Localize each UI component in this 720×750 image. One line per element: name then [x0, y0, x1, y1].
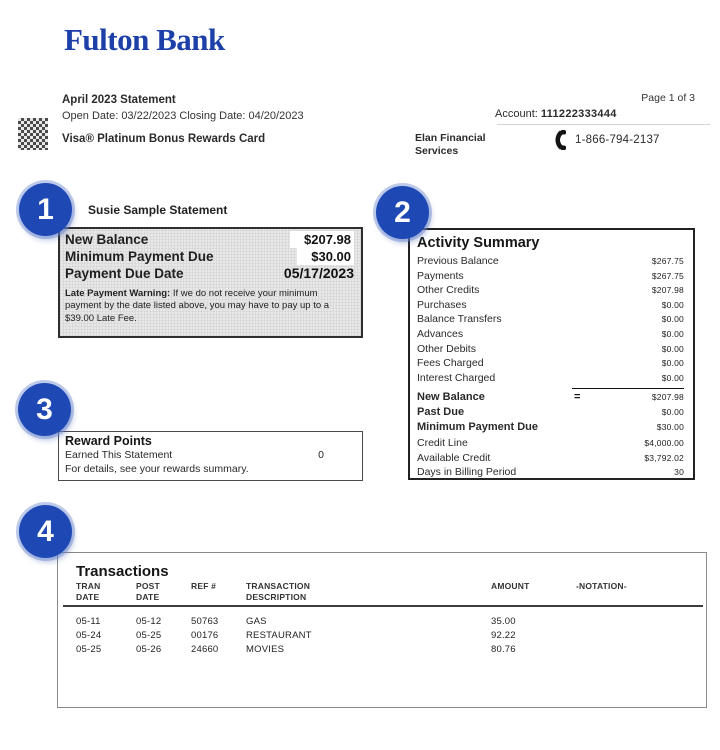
- cell-ref: 50763: [191, 616, 219, 627]
- new-balance-row: [65, 231, 354, 248]
- due-date-label: Payment Due Date: [65, 266, 184, 281]
- callout-3: 3: [18, 383, 71, 436]
- sample-statement-label: Susie Sample Statement: [88, 203, 228, 217]
- account-label: Account:: [495, 108, 538, 120]
- cell-description: RESTAURANT: [246, 630, 312, 641]
- col-header-notation: [576, 581, 627, 592]
- row-label: Other Debits: [417, 342, 476, 355]
- row-label: Interest Charged: [417, 371, 496, 384]
- row-label: Past Due: [417, 405, 465, 418]
- header-line: DATE: [76, 592, 100, 602]
- col-header-tran-date: [76, 581, 100, 603]
- cell-tran-date: 05-11: [76, 616, 101, 627]
- row-value: $207.98: [651, 392, 684, 403]
- rewards-note: For details, see your rewards summary.: [65, 462, 249, 475]
- earned-row: [65, 449, 354, 463]
- cell-description: MOVIES: [246, 644, 285, 655]
- header-line: DATE: [136, 592, 160, 602]
- new-balance-summary-row: [417, 390, 684, 405]
- card-name: Visa® Platinum Bonus Rewards Card: [62, 133, 266, 145]
- row-label: Minimum Payment Due: [417, 420, 539, 433]
- row-value: $0.00: [661, 328, 684, 339]
- callout-1: 1: [19, 183, 72, 236]
- phone-icon: [552, 130, 566, 150]
- row-value: $0.00: [661, 314, 684, 325]
- cell-tran-date: 05-25: [76, 644, 102, 655]
- cell-amount: 35.00: [491, 616, 516, 627]
- credit-line-row: [417, 436, 684, 451]
- activity-row: [417, 342, 684, 357]
- issuer-line2: Services: [415, 145, 459, 158]
- row-label: Other Credits: [417, 284, 480, 297]
- cell-post-date: 05-26: [136, 644, 162, 655]
- activity-row: [417, 283, 684, 298]
- activity-row: [417, 371, 684, 386]
- account-number: [495, 108, 617, 120]
- row-label: New Balance: [417, 391, 485, 404]
- row-value: $0.00: [661, 358, 684, 369]
- activity-row: [417, 254, 684, 269]
- cell-ref: 00176: [191, 630, 219, 641]
- statement-dates: Open Date: 03/22/2023 Closing Date: 04/20/2023: [62, 110, 304, 122]
- cell-tran-date: 05-24: [76, 630, 102, 641]
- row-label: Payments: [417, 269, 464, 282]
- col-header-description: [246, 581, 310, 603]
- col-header-ref: [191, 581, 216, 592]
- past-due-row: [417, 405, 684, 420]
- activity-row: [417, 269, 684, 284]
- page-indicator: Page 1 of 3: [641, 92, 695, 104]
- row-value: $0.00: [661, 406, 684, 417]
- header-line: POST: [136, 581, 160, 591]
- equals-sign: =: [574, 391, 581, 404]
- phone-number: 1-866-794-2137: [575, 134, 660, 146]
- due-date-row: [65, 265, 354, 282]
- row-value: $207.98: [651, 285, 684, 296]
- row-value: $0.00: [661, 343, 684, 354]
- late-payment-warning: [65, 288, 354, 325]
- min-payment-value: $30.00: [297, 248, 354, 265]
- row-value: $4,000.00: [644, 438, 684, 449]
- transactions-title: Transactions: [76, 563, 169, 580]
- min-payment-row: [65, 248, 354, 265]
- header-line: -NOTATION-: [576, 581, 627, 591]
- available-credit-row: [417, 451, 684, 466]
- cell-amount: 80.76: [491, 644, 516, 655]
- row-label: Previous Balance: [417, 255, 499, 267]
- activity-row: [417, 327, 684, 342]
- issuer-line1: Elan Financial: [415, 132, 486, 144]
- payment-info-box: [58, 227, 363, 338]
- earned-label: Earned This Statement: [65, 449, 173, 461]
- row-label: Balance Transfers: [417, 313, 502, 326]
- bank-logo: Fulton Bank: [64, 22, 225, 57]
- cell-post-date: 05-25: [136, 630, 162, 641]
- row-label: Fees Charged: [417, 357, 484, 370]
- activity-row: [417, 356, 684, 371]
- cell-ref: 24660: [191, 644, 219, 655]
- header-line: DESCRIPTION: [246, 592, 307, 602]
- activity-summary-box: [408, 228, 695, 480]
- header-line: AMOUNT: [491, 581, 530, 591]
- row-label: Purchases: [417, 298, 467, 311]
- cell-post-date: 05-12: [136, 616, 162, 627]
- min-payment-due-row: [417, 420, 684, 435]
- customer-service-phone: [552, 130, 660, 150]
- billing-period-row: [417, 465, 684, 480]
- cell-description: GAS: [246, 616, 267, 627]
- cell-amount: 92.22: [491, 630, 516, 641]
- activity-row: [417, 312, 684, 327]
- row-label: Days in Billing Period: [417, 466, 517, 479]
- total-rule: [572, 388, 684, 389]
- row-value: $0.00: [661, 299, 684, 310]
- transactions-box: [57, 552, 707, 708]
- row-value: $3,792.02: [644, 452, 684, 463]
- header-line: REF #: [191, 581, 217, 591]
- min-payment-label: Minimum Payment Due: [65, 249, 214, 264]
- warning-title: Late Payment Warning:: [65, 288, 171, 299]
- statement-title: April 2023 Statement: [62, 94, 176, 106]
- row-label: Available Credit: [417, 451, 491, 464]
- header-line: TRANSACTION: [246, 581, 311, 591]
- row-value: $267.75: [651, 270, 684, 281]
- col-header-post-date: [136, 581, 160, 603]
- callout-4: 4: [19, 505, 72, 558]
- account-value: 111222333444: [540, 108, 617, 120]
- due-date-value: 05/17/2023: [283, 265, 354, 281]
- activity-row: [417, 298, 684, 313]
- row-value: $30.00: [656, 421, 684, 432]
- new-balance-value: $207.98: [290, 231, 354, 248]
- col-header-amount: [491, 581, 530, 592]
- header-line: TRAN: [76, 581, 101, 591]
- new-balance-label: New Balance: [65, 232, 149, 247]
- row-label: Advances: [417, 327, 464, 340]
- earned-value: 0: [318, 449, 324, 461]
- account-underline: [497, 124, 710, 125]
- barcode-icon: [18, 118, 48, 150]
- callout-2: 2: [376, 186, 429, 239]
- row-value: $0.00: [661, 372, 684, 383]
- credit-block: [417, 436, 684, 480]
- row-label: Credit Line: [417, 437, 468, 450]
- warning-text: If we do not receive your minimum payment by the date listed above, you may have to pay up to a $39.00 Late Fee.: [65, 288, 330, 324]
- table-header-rule: [63, 605, 703, 607]
- row-value: $267.75: [651, 256, 684, 266]
- reward-points-title: Reward Points: [65, 434, 152, 448]
- reward-points-box: [58, 431, 363, 481]
- issuer-name: [415, 132, 486, 158]
- row-value: 30: [674, 467, 684, 478]
- activity-summary-title: Activity Summary: [417, 235, 540, 251]
